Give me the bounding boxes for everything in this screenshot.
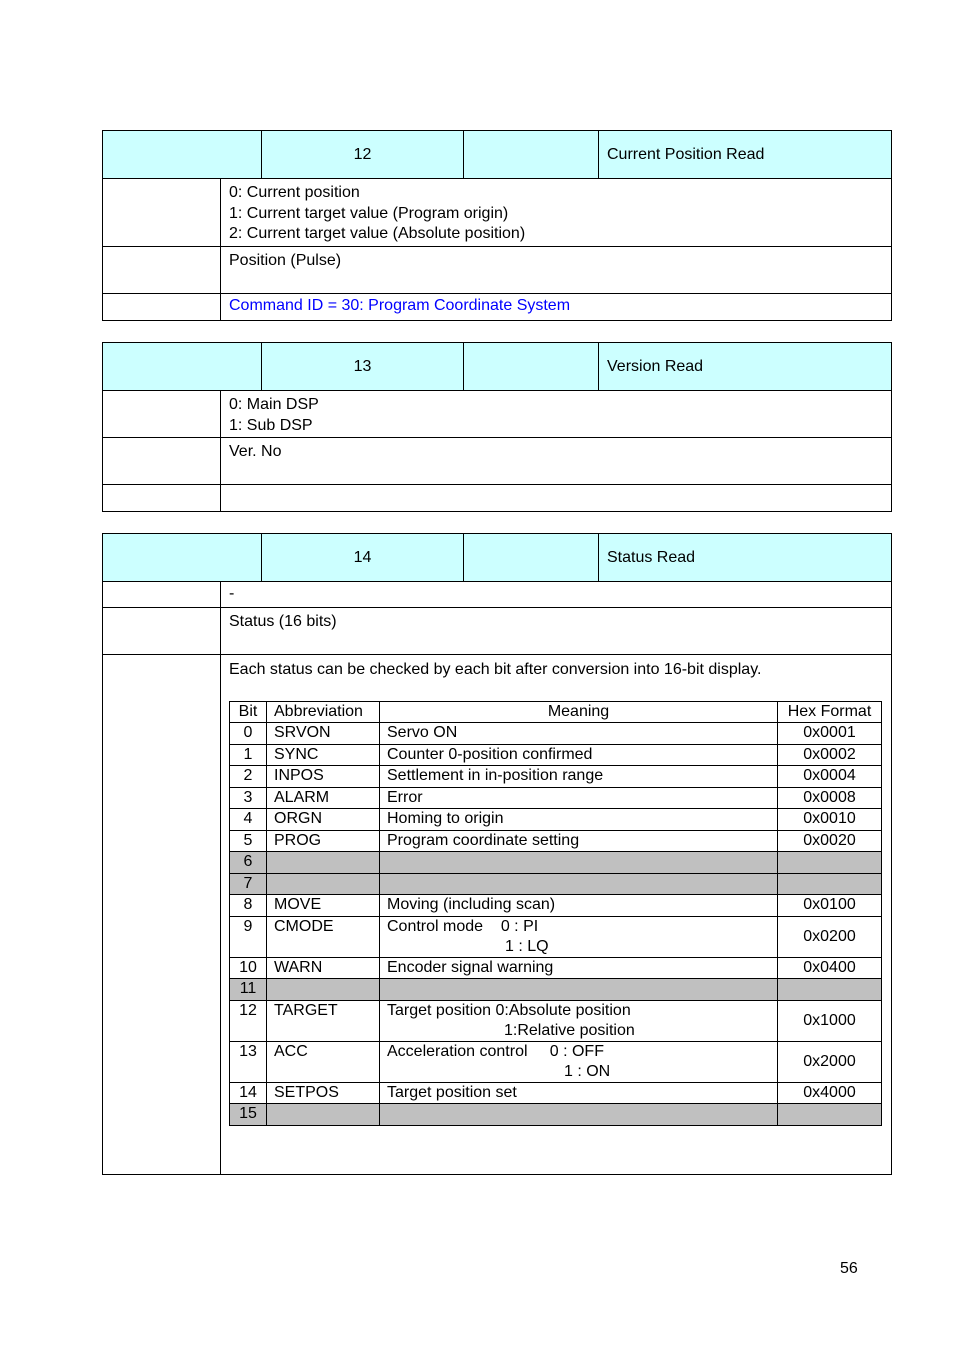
hex-cell: 0x0004 — [778, 766, 882, 788]
hex-cell: 0x0400 — [778, 957, 882, 979]
parameter-line: 0: Current position — [229, 184, 360, 201]
bit-cell: 9 — [230, 916, 267, 957]
bit-cell: 11 — [230, 979, 267, 1001]
hex-cell: 0x0010 — [778, 809, 882, 831]
bit-cell: 2 — [230, 766, 267, 788]
hex-cell — [778, 1104, 882, 1126]
abbreviation-cell: PROG — [267, 830, 380, 852]
abbreviation-cell: SETPOS — [267, 1082, 380, 1104]
bit-cell: 8 — [230, 895, 267, 917]
row-label-cell — [103, 247, 221, 294]
row-label-cell — [103, 179, 221, 247]
meaning-text: Moving (including scan) — [387, 896, 556, 913]
table-header-row — [230, 701, 882, 723]
row-label-cell — [103, 438, 221, 485]
meaning-cell — [380, 830, 778, 852]
header-blank-cell — [464, 131, 599, 179]
meaning-cell — [380, 916, 778, 957]
abbreviation-cell: ALARM — [267, 787, 380, 809]
row-label-cell — [103, 294, 221, 320]
hex-cell: 0x0200 — [778, 916, 882, 957]
hex-cell: 0x1000 — [778, 1000, 882, 1041]
note-cell — [221, 294, 891, 320]
meaning-text: Target position 0:Absolute position — [387, 1001, 631, 1019]
bit-cell: 12 — [230, 1000, 267, 1041]
abbreviation-cell — [267, 1104, 380, 1126]
status-description: Each status can be checked by each bit after conversion into 16-bit display. — [229, 661, 762, 678]
hex-cell — [778, 873, 882, 895]
table-row — [230, 723, 882, 745]
bit-cell: 4 — [230, 809, 267, 831]
return-cell: Position (Pulse) — [221, 247, 891, 294]
table-row — [230, 1041, 882, 1082]
meaning-text: Encoder signal warning — [387, 958, 554, 976]
command-table-12 — [102, 130, 892, 321]
row-label-cell — [103, 655, 221, 1174]
row-label-cell — [103, 608, 221, 655]
meaning-text: Target position set — [387, 1083, 517, 1101]
return-cell: Status (16 bits) — [221, 608, 891, 655]
abbreviation-cell: ACC — [267, 1041, 380, 1082]
meaning-option-text: 1 : LQ — [505, 937, 549, 955]
row-label-cell — [103, 485, 221, 511]
meaning-cell — [380, 895, 778, 917]
meaning-cell — [380, 809, 778, 831]
hex-cell: 0x0100 — [778, 895, 882, 917]
command-id: 13 — [262, 343, 464, 391]
meaning-cell — [380, 723, 778, 745]
meaning-text: Homing to origin — [387, 810, 504, 827]
meaning-option-text: 1 : ON — [564, 1062, 611, 1080]
table-row — [230, 852, 882, 874]
meaning-cell — [380, 1104, 778, 1126]
bit-cell: 1 — [230, 744, 267, 766]
command-link[interactable]: Command ID = 30: Program Coordinate System — [229, 297, 571, 314]
command-name: Current Position Read — [599, 131, 891, 179]
meaning-cell — [380, 957, 778, 979]
meaning-cell — [380, 766, 778, 788]
meaning-text: Program coordinate setting — [387, 831, 580, 849]
column-header-meaning: Meaning — [380, 701, 778, 723]
meaning-cell — [380, 1000, 778, 1041]
status-table-body — [230, 723, 882, 1126]
hex-cell — [778, 852, 882, 874]
meaning-text: Counter 0-position confirmed — [387, 745, 593, 763]
header-blank-cell — [103, 343, 262, 391]
bit-cell: 14 — [230, 1082, 267, 1104]
abbreviation-cell: SRVON — [267, 723, 380, 745]
abbreviation-cell — [267, 979, 380, 1001]
abbreviation-cell: MOVE — [267, 895, 380, 917]
bit-cell: 6 — [230, 852, 267, 874]
command-name: Version Read — [599, 343, 891, 391]
row-label-cell — [103, 391, 221, 438]
bit-cell: 7 — [230, 873, 267, 895]
hex-cell: 0x0020 — [778, 830, 882, 852]
page-number: 56 — [840, 1260, 858, 1277]
hex-cell: 0x2000 — [778, 1041, 882, 1082]
bit-cell: 10 — [230, 957, 267, 979]
bit-cell: 0 — [230, 723, 267, 745]
parameter-line: 1: Current target value (Program origin) — [229, 204, 509, 222]
command-table-13 — [102, 342, 892, 512]
hex-cell: 0x0008 — [778, 787, 882, 809]
header-blank-cell — [103, 534, 262, 582]
abbreviation-cell: WARN — [267, 957, 380, 979]
parameter-line: 2: Current target value (Absolute position) — [229, 225, 526, 242]
meaning-text: Settlement in in-position range — [387, 767, 604, 784]
table-row — [230, 979, 882, 1001]
bit-cell: 5 — [230, 830, 267, 852]
meaning-cell — [380, 744, 778, 766]
meaning-cell — [380, 979, 778, 1001]
hex-cell: 0x0001 — [778, 723, 882, 745]
parameter-cell — [221, 391, 891, 438]
meaning-cell — [380, 1041, 778, 1082]
hex-cell — [778, 979, 882, 1001]
command-id: 14 — [262, 534, 464, 582]
description-cell — [221, 655, 891, 1174]
bit-cell: 15 — [230, 1104, 267, 1126]
status-bit-table — [229, 701, 882, 1126]
parameter-cell — [221, 179, 891, 247]
table-row — [230, 957, 882, 979]
meaning-cell — [380, 873, 778, 895]
header-blank-cell — [464, 343, 599, 391]
parameter-line: 0: Main DSP — [229, 396, 319, 413]
meaning-text: Error — [387, 788, 423, 806]
return-cell: Ver. No — [221, 438, 891, 485]
hex-cell: 0x0002 — [778, 744, 882, 766]
row-label-cell — [103, 582, 221, 608]
table-row — [230, 766, 882, 788]
abbreviation-cell: INPOS — [267, 766, 380, 788]
table-row — [230, 873, 882, 895]
header-blank-cell — [464, 534, 599, 582]
column-header-bit: Bit — [230, 701, 267, 723]
parameter-line: 1: Sub DSP — [229, 416, 313, 434]
table-row — [230, 809, 882, 831]
table-row — [230, 830, 882, 852]
meaning-cell — [380, 852, 778, 874]
table-row — [230, 787, 882, 809]
parameter-cell: - — [221, 582, 891, 608]
abbreviation-cell — [267, 852, 380, 874]
command-table-14 — [102, 533, 892, 1175]
meaning-text: Control mode 0 : PI — [387, 917, 539, 935]
abbreviation-cell: SYNC — [267, 744, 380, 766]
column-header-abbreviation: Abbreviation — [267, 701, 380, 723]
table-row — [230, 1000, 882, 1041]
hex-cell: 0x4000 — [778, 1082, 882, 1104]
abbreviation-cell: TARGET — [267, 1000, 380, 1041]
meaning-text: Servo ON — [387, 724, 458, 741]
table-row — [230, 916, 882, 957]
table-row — [230, 744, 882, 766]
meaning-cell — [380, 787, 778, 809]
command-id: 12 — [262, 131, 464, 179]
note-cell — [221, 485, 891, 511]
abbreviation-cell: ORGN — [267, 809, 380, 831]
command-name: Status Read — [599, 534, 891, 582]
meaning-text: Acceleration control 0 : OFF — [387, 1042, 604, 1060]
table-row — [230, 1082, 882, 1104]
abbreviation-cell — [267, 873, 380, 895]
meaning-cell — [380, 1082, 778, 1104]
meaning-option-text: 1:Relative position — [504, 1021, 635, 1039]
column-header-hex: Hex Format — [778, 701, 882, 723]
header-blank-cell — [103, 131, 262, 179]
bit-cell: 3 — [230, 787, 267, 809]
bit-cell: 13 — [230, 1041, 267, 1082]
table-row — [230, 895, 882, 917]
abbreviation-cell: CMODE — [267, 916, 380, 957]
table-row — [230, 1104, 882, 1126]
